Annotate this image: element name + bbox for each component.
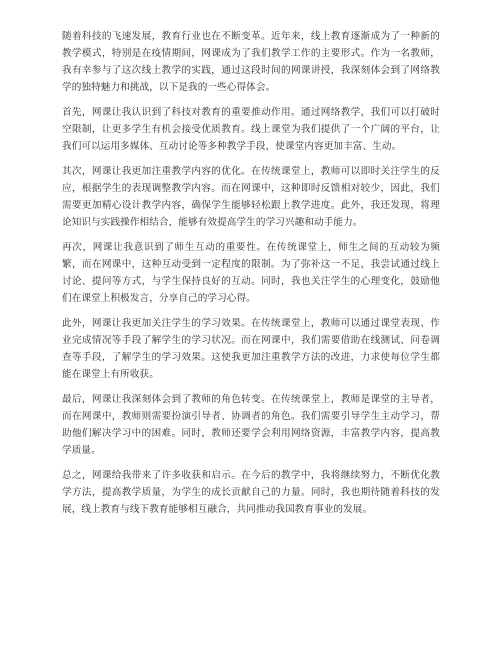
paragraph-conclusion: 总之，网课给我带来了许多收获和启示。在今后的教学中，我将继续努力，不断优化教学方法，提高教学质量，为学生的成长贡献自己的力量。同时，我也期待随着科技的发展，线上教育与线下教育能够相互融合，共同推动我国教育事业的发展。 — [62, 470, 440, 515]
paragraph-fourth: 此外，网课让我更加关注学生的学习效果。在传统课堂上，教师可以通过课堂表现、作业完成情况等手段了解学生的学习状况。而在网课中，我们需要借助在线测试、问卷调查等手段，了解学生的学习效果。这使我更加注重教学方法的改进，力求使每位学生都能在课堂上有所收获。 — [62, 318, 440, 380]
paragraph-intro: 随着科技的飞速发展，教育行业也在不断变革。近年来，线上教育逐渐成为了一种新的教学模式，特别是在疫情期间，网课成为了我们教学工作的主要形式。作为一名教师，我有幸参与了这次线上教学的实践，通过这段时间的网课讲授，我深刻体会到了网络教学的独特魅力和挑战，以下是我的一些心得体会。 — [62, 31, 440, 93]
document-body — [62, 28, 440, 526]
paragraph-first: 首先，网课让我认识到了科技对教育的重要推动作用。通过网络教学，我们可以打破时空限制，让更多学生有机会接受优质教育。线上课堂为我们提供了一个广阔的平台，让我们可以运用多媒体、互动讨论等多种教学手段，使课堂内容更加丰富、生动。 — [62, 107, 440, 152]
paragraph-fifth: 最后，网课让我深刻体会到了教师的角色转变。在传统课堂上，教师是课堂的主导者，而在网课中，教师则需要扮演引导者、协调者的角色。我们需要引导学生主动学习，帮助他们解决学习中的困难。同时，教师还要学会利用网络资源，丰富教学内容，提高教学质量。 — [62, 394, 440, 456]
paragraph-second: 其次，网课让我更加注重教学内容的优化。在传统课堂上，教师可以即时关注学生的反应，根据学生的表现调整教学内容。而在网课中，这种即时反馈相对较少，因此，我们需要更加精心设计教学内容，确保学生能够轻松跟上教学进度。此外，我还发现，将理论知识与实践操作相结合，能够有效提高学生的学习兴趣和动手能力。 — [62, 166, 440, 228]
paragraph-third: 再次，网课让我意识到了师生互动的重要性。在传统课堂上，师生之间的互动较为频繁，而在网课中，这种互动受到一定程度的限制。为了弥补这一不足，我尝试通过线上讨论、提问等方式，与学生保持良好的互动。同时，我也关注学生的心理变化，鼓励他们在课堂上积极发言，分享自己的学习心得。 — [62, 242, 440, 304]
